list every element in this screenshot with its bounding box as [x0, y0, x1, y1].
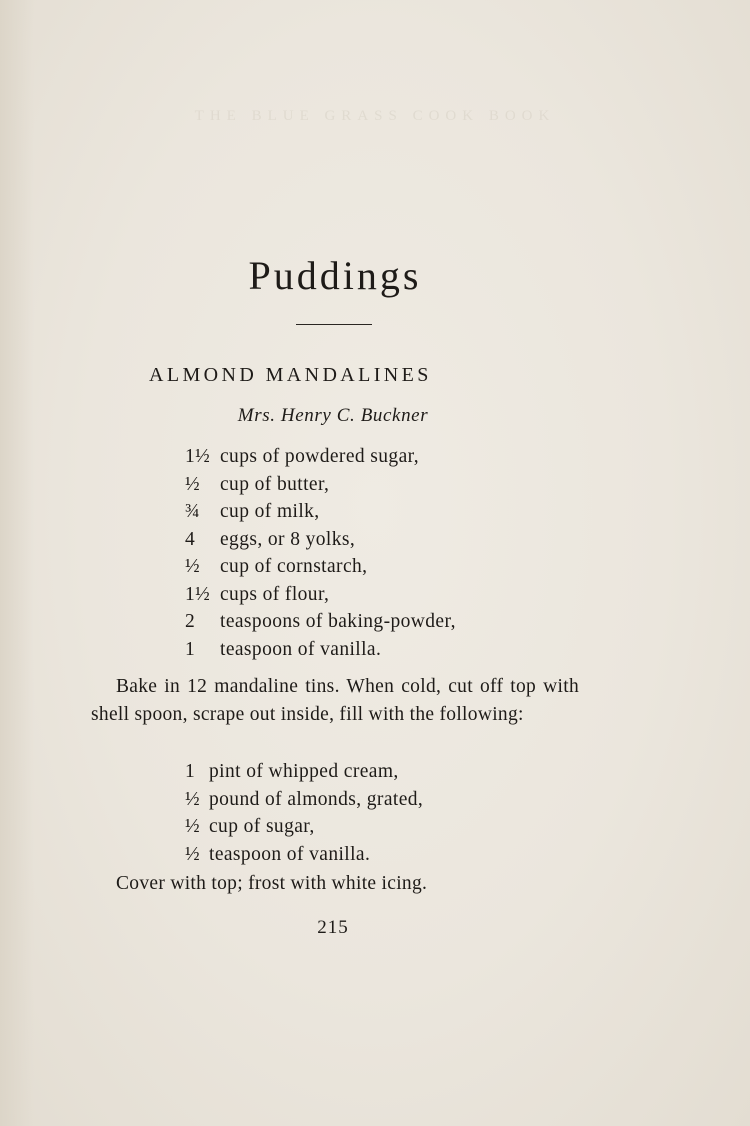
ingredient-item	[185, 608, 456, 636]
ingredient-qty: 4	[185, 528, 196, 550]
bleed-through-running-head: THE BLUE GRASS COOK BOOK	[194, 108, 556, 124]
ingredient-text: teaspoon of vanilla.	[220, 638, 382, 660]
filling-list	[185, 758, 423, 868]
filling-item	[185, 758, 423, 786]
ingredient-qty: 1½	[185, 583, 211, 605]
ingredient-qty: ½	[185, 556, 201, 577]
filling-item	[185, 813, 423, 841]
filling-qty: ½	[185, 843, 201, 865]
title-rule	[296, 324, 372, 325]
ingredient-text: cup of butter,	[220, 473, 330, 495]
ingredient-item	[185, 581, 456, 609]
ingredient-qty: 1½	[185, 446, 211, 467]
ingredient-qty: ½	[185, 473, 201, 495]
recipe-author: Mrs. Henry C. Buckner	[237, 405, 429, 426]
chapter-title: Puddings	[248, 253, 422, 298]
ingredient-list	[185, 443, 456, 663]
ingredient-qty: 2	[185, 611, 196, 632]
ingredient-text: cup of cornstarch,	[220, 556, 368, 577]
ingredient-item	[185, 553, 456, 581]
filling-text: cup of sugar,	[209, 816, 315, 837]
ingredient-item	[185, 498, 456, 526]
filling-qty: ½	[185, 788, 201, 810]
ingredient-qty: 1	[185, 638, 196, 660]
filling-item	[185, 841, 423, 869]
recipe-title: ALMOND MANDALINES	[149, 364, 432, 386]
instructions-paragraph: Bake in 12 mandaline tins. When cold, cut off top with shell spoon, scrape out inside, fill with the following:	[91, 676, 579, 725]
ingredient-item	[185, 636, 456, 664]
ingredient-item	[185, 526, 456, 554]
ingredient-item	[185, 443, 456, 471]
ingredient-text: eggs, or 8 yolks,	[220, 528, 356, 550]
ingredient-text: cups of flour,	[220, 583, 330, 605]
filling-qty: ½	[185, 816, 201, 837]
filling-item	[185, 786, 423, 814]
ingredient-text: cup of milk,	[220, 501, 320, 522]
final-note: Cover with top; frost with white icing.	[116, 873, 428, 894]
ingredient-qty: ¾	[185, 501, 201, 522]
filling-text: teaspoon of vanilla.	[209, 843, 371, 865]
filling-text: pound of almonds, grated,	[209, 788, 424, 810]
filling-qty: 1	[185, 761, 196, 782]
ingredient-text: cups of powdered sugar,	[220, 446, 420, 467]
page-number: 215	[317, 917, 349, 938]
ingredient-item	[185, 471, 456, 499]
ingredient-text: teaspoons of baking-powder,	[220, 611, 456, 632]
filling-text: pint of whipped cream,	[209, 761, 399, 782]
